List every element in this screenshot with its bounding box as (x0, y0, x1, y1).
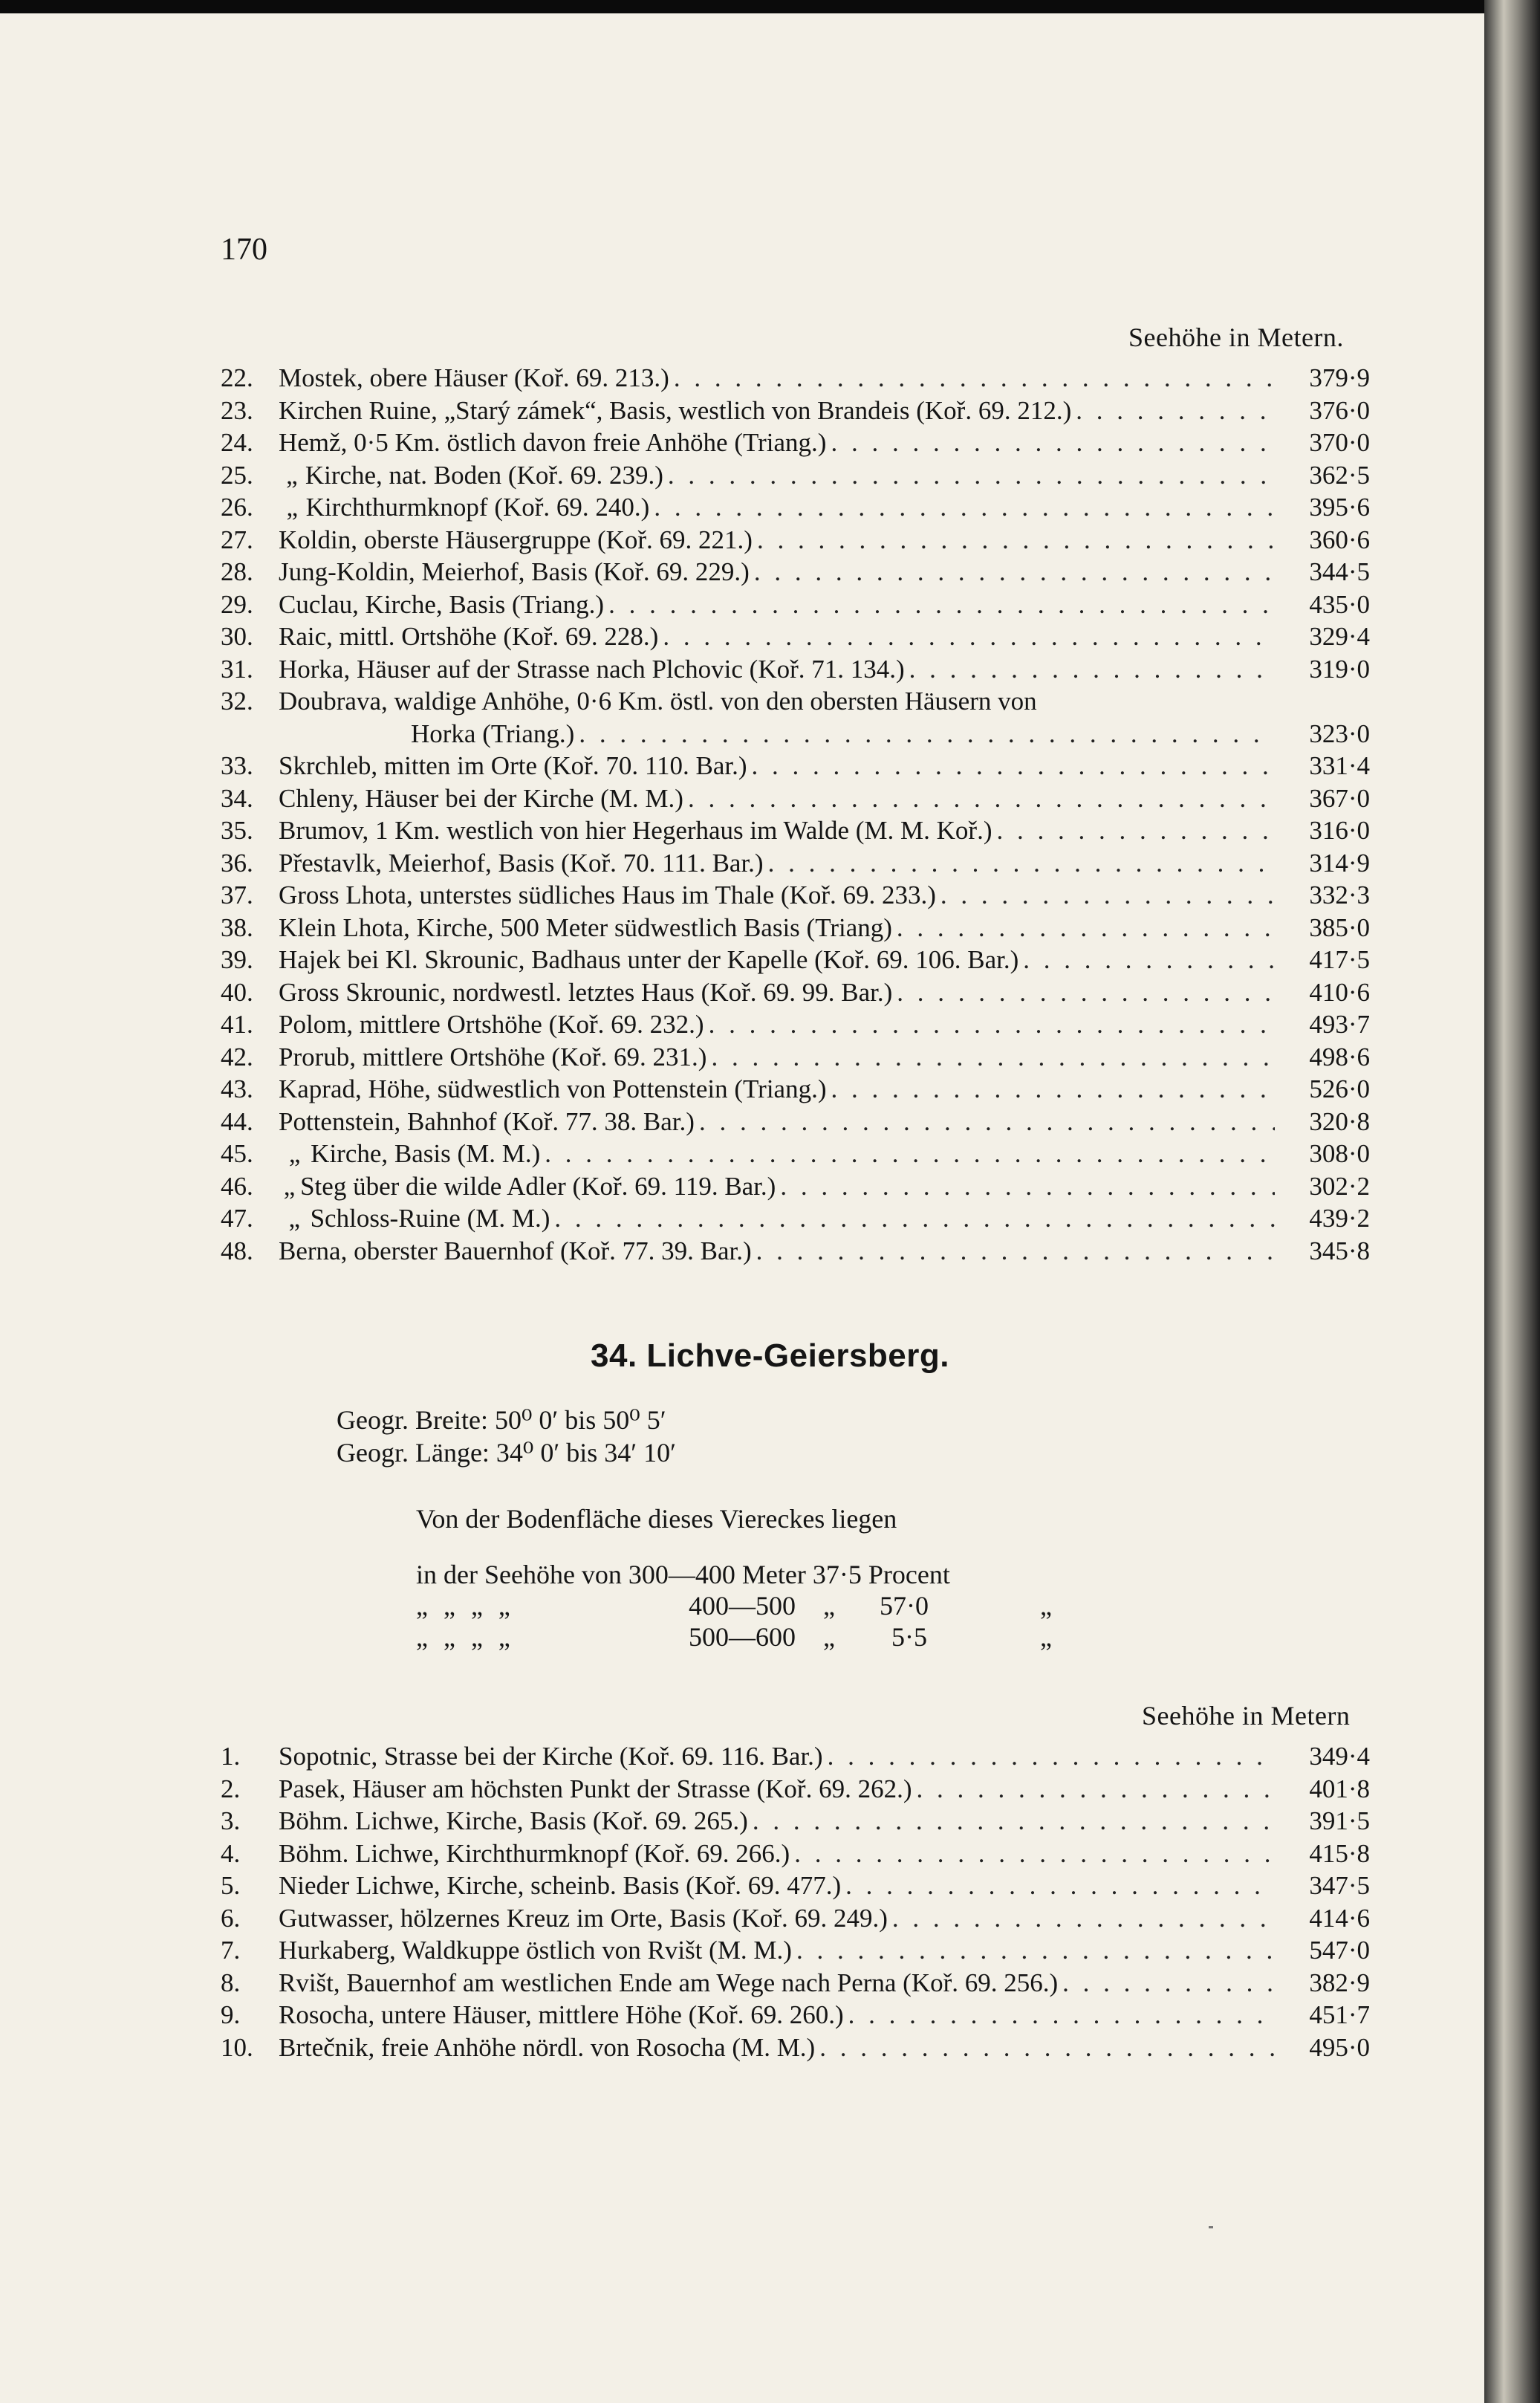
section-title: 34. Lichve-Geiersberg. (591, 1337, 949, 1374)
range: 500—600 (689, 1622, 796, 1652)
list-item (221, 1740, 1370, 1773)
list-item (221, 1805, 1370, 1838)
list-item (221, 1235, 1370, 1268)
dot-leader (669, 362, 1275, 395)
dot-leader (1071, 395, 1275, 427)
list-item (221, 1073, 1370, 1106)
dot-leader (1058, 1967, 1275, 2000)
dot-leader (764, 847, 1275, 880)
item-number: 25. (221, 460, 253, 490)
item-text: Prorub, mittlere Ortshöhe (Koř. 69. 231.) (279, 1042, 707, 1071)
list-item (221, 588, 1370, 621)
dot-leader (706, 1041, 1275, 1074)
item-text: Gross Skrounic, nordwestl. letztes Haus (Koř. 69. 99. Bar.) (279, 977, 893, 1007)
item-text: Hurkaberg, Waldkuppe östlich von Rvišt (M. M.) (279, 1936, 792, 1965)
list-item (221, 750, 1370, 782)
dot-leader (992, 814, 1275, 847)
dot-leader (888, 1902, 1275, 1935)
dot-leader (604, 588, 1275, 621)
elevation-value: 414·6 (1309, 1903, 1370, 1933)
item-number: 3. (221, 1806, 241, 1835)
elevation-value: 347·5 (1309, 1871, 1370, 1900)
item-text: Steg über die wilde Adler (Koř. 69. 119. Bar.) (300, 1171, 776, 1201)
item-number: 5. (221, 1871, 241, 1900)
elevation-value: 493·7 (1309, 1010, 1370, 1039)
elevation-value: 332·3 (1309, 881, 1370, 909)
item-text: Kirchthurmknopf (Koř. 69. 240.) (305, 493, 650, 522)
dot-leader (750, 556, 1275, 588)
item-text: Doubrava, waldige Anhöhe, 0·6 Km. östl. von den obersten Häusern von (279, 687, 1037, 716)
list-item (221, 1008, 1370, 1041)
list-item (221, 847, 1370, 880)
item-number: 23. (221, 395, 253, 425)
list-item (221, 1170, 1370, 1203)
elevation-value: 349·4 (1309, 1742, 1370, 1771)
item-number: 33. (221, 751, 253, 780)
list-item (221, 2031, 1370, 2064)
list-item (221, 524, 1370, 557)
ditto-mark: „ (288, 1139, 301, 1168)
elevation-value: 526·0 (1309, 1074, 1370, 1103)
scan-speck (1209, 2226, 1213, 2228)
item-number: 40. (221, 977, 253, 1007)
item-text: Skrchleb, mitten im Orte (Koř. 70. 110. Bar.) (279, 751, 747, 780)
item-text: Koldin, oberste Häusergruppe (Koř. 69. 221.) (279, 525, 753, 554)
item-text: Rosocha, untere Häuser, mittlere Höhe (Koř. 69. 260.) (279, 2000, 844, 2029)
item-text: Brtečnik, freie Anhöhe nördl. von Rosocha (M. M.) (279, 2032, 816, 2062)
list-item (221, 1041, 1370, 1074)
column-header-elevation: Seehöhe in Metern. (1128, 322, 1344, 352)
item-text: Hajek bei Kl. Skrounic, Badhaus unter der Kapelle (Koř. 69. 106. Bar.) (279, 945, 1019, 974)
elevation-value: 320·8 (1309, 1106, 1370, 1136)
elevation-value: 498·6 (1309, 1042, 1370, 1071)
list-item (221, 1773, 1370, 1806)
dot-leader (892, 976, 1275, 1009)
item-number: 6. (221, 1903, 241, 1933)
item-text-continued: Horka (Triang.) (411, 719, 575, 748)
ditto-mark: „ (1040, 1622, 1052, 1652)
page-number: 170 (221, 233, 267, 267)
dot-leader (695, 1106, 1275, 1138)
item-text: Kirche, Basis (M. M.) (311, 1139, 541, 1168)
elevation-value: 395·6 (1309, 493, 1370, 522)
list-item (221, 395, 1370, 427)
dot-leader (1018, 944, 1275, 976)
item-number: 39. (221, 945, 253, 974)
list-item (221, 976, 1370, 1009)
item-number: 31. (221, 654, 253, 684)
dot-leader (649, 491, 1275, 524)
list-item (221, 1869, 1370, 1902)
list-item (221, 1106, 1370, 1138)
item-text: Polom, mittlere Ortshöhe (Koř. 69. 232.) (279, 1010, 704, 1039)
list-item (221, 1138, 1370, 1170)
elevation-value: 370·0 (1309, 428, 1370, 457)
item-number: 46. (221, 1171, 253, 1201)
list-item (221, 491, 1370, 524)
item-text: Sopotnic, Strasse bei der Kirche (Koř. 69. 116. Bar.) (279, 1742, 823, 1771)
item-text: Kirche, nat. Boden (Koř. 69. 239.) (305, 460, 663, 490)
elevation-value: 344·5 (1309, 557, 1370, 586)
column-header-elevation-2: Seehöhe in Metern (1142, 1701, 1351, 1731)
item-number: 47. (221, 1204, 253, 1233)
item-number: 27. (221, 525, 253, 554)
item-number: 45. (221, 1139, 253, 1168)
dot-leader (658, 620, 1275, 653)
list-item (221, 1902, 1370, 1935)
item-number: 41. (221, 1010, 253, 1039)
elevation-value: 329·4 (1309, 622, 1370, 651)
item-number: 36. (221, 848, 253, 878)
dot-leader (841, 1869, 1275, 1902)
item-text: Nieder Lichwe, Kirche, scheinb. Basis (Koř. 69. 477.) (279, 1871, 842, 1900)
elevation-value: 314·9 (1309, 848, 1370, 878)
item-number: 28. (221, 557, 253, 586)
item-text: Böhm. Lichwe, Kirchthurmknopf (Koř. 69. 266.) (279, 1838, 790, 1868)
item-number: 37. (221, 881, 253, 909)
ditto-mark: „ (823, 1622, 835, 1652)
item-number: 38. (221, 912, 253, 942)
distribution-row-1: in der Seehöhe von 300—400 Meter 37·5 Procent (416, 1560, 950, 1589)
ditto-marks: „ „ „ „ (416, 1591, 515, 1621)
dot-leader (753, 524, 1275, 557)
distribution-intro: Von der Bodenfläche dieses Viereckes liegen (416, 1504, 897, 1534)
item-text: Brumov, 1 Km. westlich von hier Hegerhaus im Walde (M. M. Koř.) (279, 816, 992, 845)
dot-leader (844, 1999, 1275, 2031)
dot-leader (892, 912, 1275, 944)
list-item (221, 1838, 1370, 1870)
list-item (221, 362, 1370, 395)
dot-leader (823, 1740, 1275, 1773)
item-text: Gutwasser, hölzernes Kreuz im Orte, Basis (Koř. 69. 249.) (279, 1903, 888, 1933)
elevation-value: 345·8 (1309, 1236, 1370, 1265)
item-text: Gross Lhota, unterstes südliches Haus im Thale (Koř. 69. 233.) (279, 881, 936, 909)
elevation-value: 401·8 (1309, 1774, 1370, 1803)
elevation-value: 360·6 (1309, 525, 1370, 554)
dot-leader (550, 1202, 1275, 1235)
item-text: Kaprad, Höhe, südwestlich von Pottenstein (Triang.) (279, 1074, 827, 1103)
item-number: 7. (221, 1936, 241, 1965)
list-item (221, 620, 1370, 653)
elevation-value: 495·0 (1309, 2032, 1370, 2062)
elevation-value: 410·6 (1309, 977, 1370, 1007)
dot-leader (826, 427, 1275, 459)
elevation-value: 323·0 (1309, 719, 1370, 748)
dot-leader (747, 750, 1275, 782)
dot-leader (704, 1008, 1275, 1041)
item-number: 34. (221, 783, 253, 813)
item-text: Chleny, Häuser bei der Kirche (M. M.) (279, 783, 683, 813)
percent: 5·5 (891, 1622, 927, 1652)
dot-leader (936, 879, 1275, 912)
item-number: 22. (221, 363, 253, 392)
list-item-continuation (411, 718, 1370, 750)
elevation-value: 308·0 (1309, 1139, 1370, 1168)
elevation-value: 362·5 (1309, 460, 1370, 490)
page-edge-shadow (1484, 0, 1540, 2403)
item-number: 44. (221, 1106, 253, 1136)
item-text: Pasek, Häuser am höchsten Punkt der Strasse (Koř. 69. 262.) (279, 1774, 912, 1803)
ditto-mark: „ (283, 1171, 296, 1201)
dot-leader (827, 1073, 1276, 1106)
item-number: 8. (221, 1968, 241, 1997)
elevation-value: 376·0 (1309, 395, 1370, 425)
dot-leader (815, 2031, 1275, 2064)
ditto-marks: „ „ „ „ (416, 1622, 515, 1652)
range: 400—500 (689, 1591, 796, 1621)
ditto-mark: „ (823, 1591, 835, 1621)
item-number: 2. (221, 1774, 241, 1803)
elevation-value: 451·7 (1309, 2000, 1370, 2029)
dot-leader (905, 653, 1275, 686)
item-text: Berna, oberster Bauernhof (Koř. 77. 39. Bar.) (279, 1236, 752, 1265)
elevation-value: 319·0 (1309, 654, 1370, 684)
item-text: Böhm. Lichwe, Kirche, Basis (Koř. 69. 265.) (279, 1806, 748, 1835)
dot-leader (574, 718, 1275, 750)
item-text: Cuclau, Kirche, Basis (Triang.) (279, 589, 605, 619)
list-item (221, 814, 1370, 847)
item-number: 29. (221, 589, 253, 619)
elevation-value: 302·2 (1309, 1171, 1370, 1201)
item-text: Kirchen Ruine, „Starý zámek“, Basis, westlich von Brandeis (Koř. 69. 212.) (279, 395, 1072, 425)
item-text: Horka, Häuser auf der Strasse nach Plchovic (Koř. 71. 134.) (279, 654, 905, 684)
item-text: Hemž, 0·5 Km. östlich davon freie Anhöhe (Triang.) (279, 428, 827, 457)
item-text: Jung-Koldin, Meierhof, Basis (Koř. 69. 229.) (279, 557, 750, 586)
item-number: 1. (221, 1742, 241, 1771)
item-text: Přestavlk, Meierhof, Basis (Koř. 70. 111. Bar.) (279, 848, 764, 878)
list-item (221, 685, 1370, 718)
list-item (221, 879, 1370, 912)
dot-leader (912, 1773, 1275, 1806)
elevation-value: 382·9 (1309, 1968, 1370, 1997)
item-text: Raic, mittl. Ortshöhe (Koř. 69. 228.) (279, 622, 659, 651)
elevation-value: 379·9 (1309, 363, 1370, 392)
elevation-value: 547·0 (1309, 1936, 1370, 1965)
item-text: Mostek, obere Häuser (Koř. 69. 213.) (279, 363, 669, 392)
ditto-mark: „ (286, 460, 298, 490)
dot-leader (748, 1805, 1275, 1838)
item-number: 35. (221, 816, 253, 845)
item-number: 4. (221, 1838, 241, 1868)
elevation-value: 417·5 (1309, 945, 1370, 974)
list-item (221, 944, 1370, 976)
ditto-mark: „ (286, 493, 299, 522)
item-text: Pottenstein, Bahnhof (Koř. 77. 38. Bar.) (279, 1106, 695, 1136)
item-number: 43. (221, 1074, 253, 1103)
item-text: Rvišt, Bauernhof am westlichen Ende am Wege nach Perna (Koř. 69. 256.) (279, 1968, 1059, 1997)
list-item (221, 653, 1370, 686)
elevation-value: 435·0 (1309, 589, 1370, 619)
elevation-value: 316·0 (1309, 816, 1370, 845)
item-number: 10. (221, 2032, 253, 2062)
list-item (221, 556, 1370, 588)
list-item (221, 782, 1370, 815)
ditto-mark: „ (288, 1204, 301, 1233)
dot-leader (752, 1235, 1275, 1268)
list-item (221, 459, 1370, 492)
list-item (221, 1967, 1370, 2000)
dot-leader (776, 1170, 1275, 1203)
elevation-value: 391·5 (1309, 1806, 1370, 1835)
elevation-value: 331·4 (1309, 751, 1370, 780)
item-text: Klein Lhota, Kirche, 500 Meter südwestlich Basis (Triang) (279, 912, 892, 942)
dot-leader (540, 1138, 1275, 1170)
dot-leader (663, 459, 1275, 492)
ditto-mark: „ (1040, 1591, 1052, 1621)
dot-leader (683, 782, 1275, 815)
item-number: 26. (221, 493, 253, 522)
list-item (221, 1934, 1370, 1967)
list-item (221, 912, 1370, 944)
item-number: 9. (221, 2000, 241, 2029)
geo-longitude: Geogr. Länge: 34⁰ 0′ bis 34′ 10′ (337, 1438, 676, 1468)
elevation-value: 385·0 (1309, 912, 1370, 942)
percent: 57·0 (880, 1591, 929, 1621)
list-item (221, 1999, 1370, 2031)
book-page (0, 13, 1484, 2403)
list-item (221, 1202, 1370, 1235)
item-text: Schloss-Ruine (M. M.) (310, 1204, 550, 1233)
item-number: 24. (221, 428, 253, 457)
geo-latitude: Geogr. Breite: 50⁰ 0′ bis 50⁰ 5′ (337, 1405, 666, 1435)
list-item (221, 427, 1370, 459)
item-number: 48. (221, 1236, 253, 1265)
dot-leader (792, 1934, 1275, 1967)
elevation-value: 439·2 (1309, 1204, 1370, 1233)
item-number: 42. (221, 1042, 253, 1071)
elevation-value: 367·0 (1309, 783, 1370, 813)
dot-leader (790, 1838, 1275, 1870)
item-number: 32. (221, 687, 253, 716)
item-number: 30. (221, 622, 253, 651)
elevation-value: 415·8 (1309, 1838, 1370, 1868)
